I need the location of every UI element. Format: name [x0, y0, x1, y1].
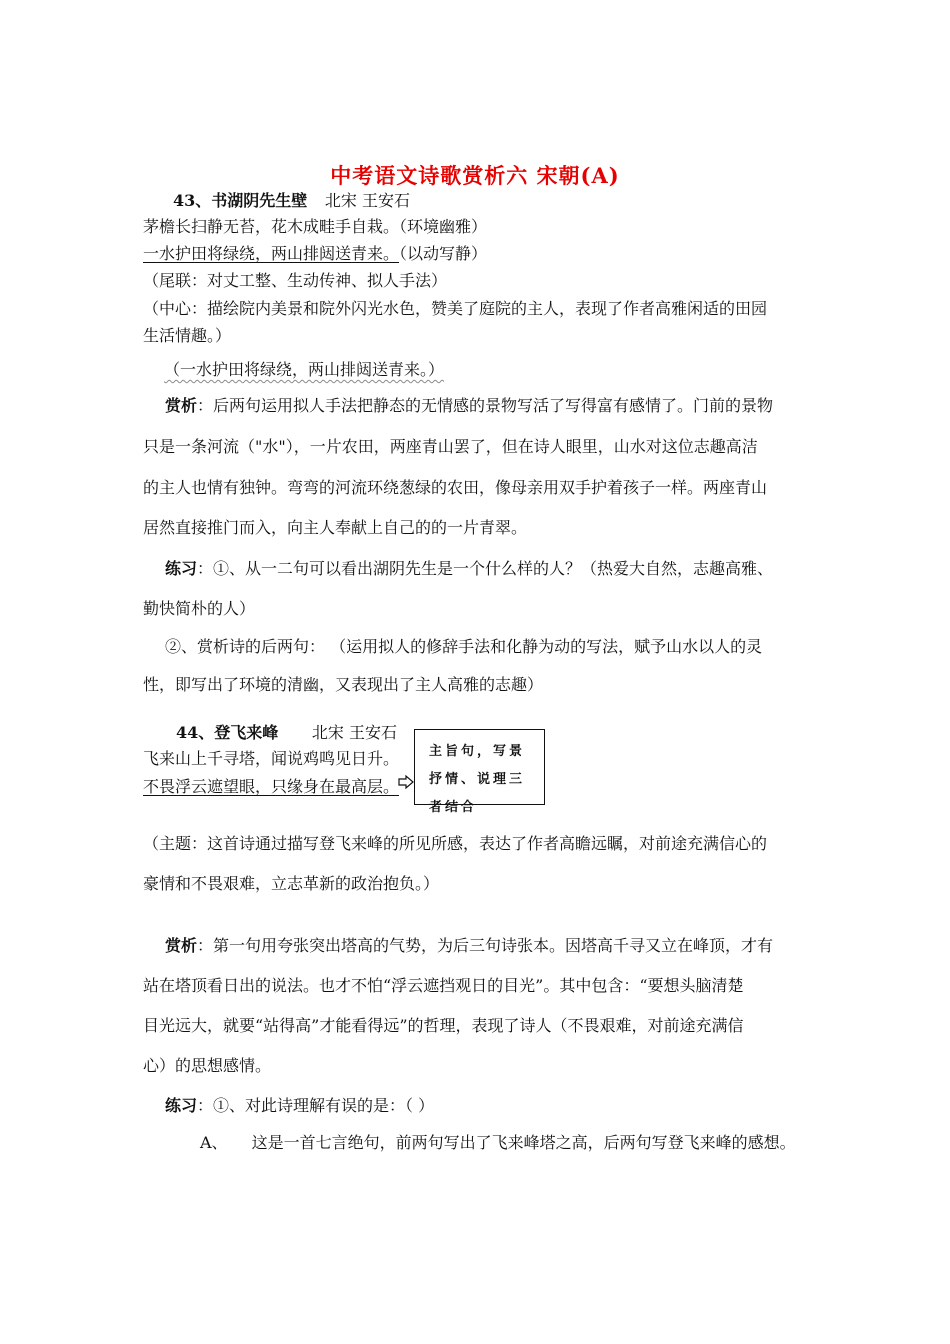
poem-44-theme-1: （主题：这首诗通过描写登飞来峰的所见所感，表达了作者高瞻远瞩，对前途充满信心的	[143, 834, 768, 853]
poem-43-analysis-3: 的主人也情有独钟。弯弯的河流环绕葱绿的农田，像母亲用双手护着孩子一样。两座青山	[143, 478, 768, 497]
poem-44-analysis-text-1: ：第一句用夸张突出塔高的气势，为后三句诗张本。因塔高千寻又立在峰顶，才有	[197, 936, 774, 955]
poem-44-author: 北宋 王安石	[311, 723, 397, 742]
poem-43-exercise-text-1: ：①、从一二句可以看出湖阴先生是一个什么样的人？（热爱大自然，志趣高雅、	[197, 559, 774, 578]
option-a-label: A、	[200, 1133, 228, 1152]
poem-44-verse-2	[143, 774, 399, 797]
poem-43-tail-note: （尾联：对丈工整、生动传神、拟人手法）	[143, 271, 448, 290]
poem-44-analysis-4: 心）的思想感情。	[143, 1056, 272, 1075]
poem-43-verse-2: 一水护田将绿绕，两山排闼送青来。	[143, 244, 400, 263]
poem-43-quote	[164, 357, 444, 380]
poem-44-theme-2: 豪情和不畏艰难，立志革新的政治抱负。）	[143, 874, 440, 893]
poem-43-analysis-4: 居然直接推门而入，向主人奉献上自己的的一片青翠。	[143, 518, 528, 537]
poem-43-title: 43、书湖阴先生壁	[173, 191, 308, 210]
poem-44-option-a	[200, 1130, 796, 1153]
option-a-text: 这是一首七言绝句，前两句写出了飞来峰塔之高，后两句写登飞来峰的感想。	[251, 1133, 796, 1152]
poem-43-exercise-1	[165, 556, 773, 579]
poem-43-verse-1: 茅檐长扫静无苔，花木成畦手自栽。	[143, 217, 400, 236]
callout-arrow-icon	[398, 775, 414, 789]
poem-44-verse-1: 飞来山上千寻塔，闻说鸡鸣见日升。	[143, 749, 400, 768]
poem-44-exercise-1	[165, 1093, 434, 1116]
poem-44-analysis-label: 赏析	[165, 936, 198, 955]
poem-43-center-2: 生活情趣。）	[143, 326, 232, 345]
poem-43-heading	[173, 188, 410, 211]
poem-43-note-1: （环境幽雅）	[399, 217, 488, 236]
poem-43-exercise-label: 练习	[165, 559, 198, 578]
poem-44-analysis-3: 目光远大，就要“站得高”才能看得远”的哲理，表现了诗人（不畏艰难，对前途充满信	[143, 1016, 744, 1035]
poem-43-author: 北宋 王安石	[324, 191, 410, 210]
poem-43-analysis-2: 只是一条河流（"水"），一片农田，两座青山罢了，但在诗人眼里，山水对这位志趣高洁	[143, 437, 758, 456]
callout-line-3: 者结合	[429, 800, 478, 815]
poem-43-note-2: （以动写静）	[399, 244, 488, 263]
poem-43-exercise-1b: 勤快简朴的人）	[143, 599, 256, 618]
callout-line-1: 主旨句，写景	[429, 744, 526, 759]
poem-44-title: 44、登飞来峰	[176, 723, 279, 742]
callout-line-2: 抒情、说理三	[429, 772, 526, 787]
poem-43-analysis-1	[165, 393, 773, 416]
poem-44-analysis-2: 站在塔顶看日出的说法。也才不怕“浮云遮挡观日的目光”。其中包含：“要想头脑清楚	[143, 976, 744, 995]
poem-44-exercise-text-1: ：①、对此诗理解有误的是：（ ）	[197, 1096, 435, 1115]
poem-43-quote-text: （一水护田将绿绕，两山排闼送青来。）	[164, 360, 445, 379]
theme-callout-box	[414, 729, 545, 815]
poem-44-heading	[176, 720, 397, 743]
poem-43-line-2	[143, 241, 487, 264]
poem-43-exercise-2b: 性，即写出了环境的清幽，又表现出了主人高雅的志趣）	[143, 675, 544, 694]
page-title: 中考语文诗歌赏析六 宋朝(A)	[330, 163, 620, 188]
poem-43-analysis-text-1: ：后两句运用拟人手法把静态的无情感的景物写活了写得富有感情了。门前的景物	[197, 396, 774, 415]
poem-43-line-1	[143, 214, 487, 237]
poem-44-exercise-label: 练习	[165, 1096, 198, 1115]
poem-43-exercise-2: ②、赏析诗的后两句： （运用拟人的修辞手法和化静为动的写法，赋予山水以人的灵	[165, 637, 763, 656]
poem-44-analysis-1	[165, 933, 773, 956]
poem-44-verse-2-text: 不畏浮云遮望眼，只缘身在最高层。	[143, 777, 400, 796]
poem-43-analysis-label: 赏析	[165, 396, 198, 415]
poem-43-center-1: （中心：描绘院内美景和院外闪光水色，赞美了庭院的主人，表现了作者高雅闲适的田园	[143, 299, 768, 318]
